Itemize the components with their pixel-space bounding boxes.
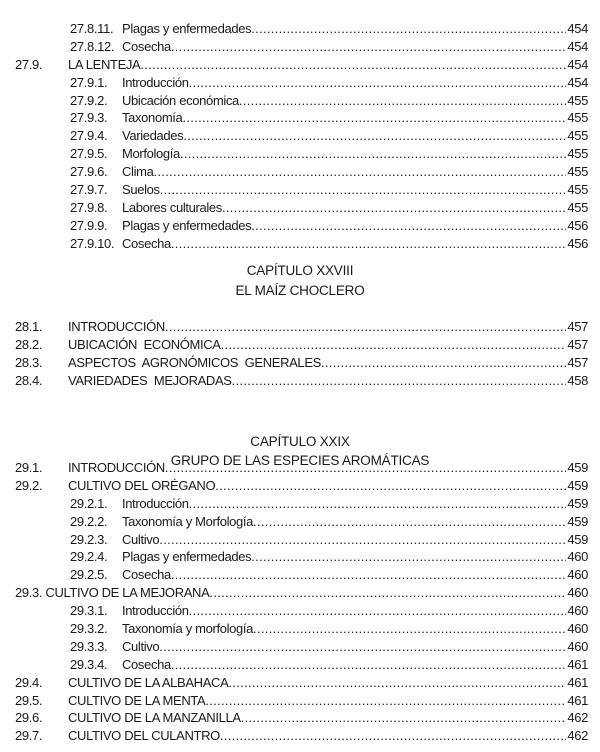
entry-title: Taxonomía [122, 110, 183, 126]
toc-entry [0, 372, 600, 390]
entry-title: Cosecha [122, 235, 171, 251]
entry-number: 27.9.10. [70, 235, 115, 251]
entry-page: 455 [567, 164, 588, 180]
toc-entry [0, 531, 600, 549]
toc-entry [0, 354, 600, 372]
toc-entry [0, 709, 600, 727]
entry-title: Introducción [122, 74, 189, 90]
dot-leader [189, 495, 567, 513]
entry-page: 460 [567, 549, 588, 565]
toc-entry [0, 692, 600, 710]
entry-page: 460 [567, 603, 588, 619]
entry-number: 29.4. [15, 674, 43, 690]
dot-leader [209, 584, 566, 602]
entry-title: Suelos [122, 182, 160, 198]
entry-title: Plagas y enfermedades [122, 549, 252, 565]
dot-leader [220, 727, 566, 745]
entry-title: CULTIVO DEL CULANTRO [68, 728, 220, 744]
dot-leader [165, 459, 566, 477]
entry-page: 462 [567, 728, 588, 744]
entry-title: Clima [122, 164, 154, 180]
dot-leader [241, 709, 567, 727]
dot-leader [232, 372, 567, 390]
entry-number: 29.3.1. [70, 603, 108, 619]
entry-page: 459 [567, 460, 588, 475]
entry-page: 461 [567, 674, 588, 690]
entry-title: ASPECTOS AGRONÓMICOS GENERALES [68, 354, 321, 370]
entry-page: 457 [567, 354, 588, 370]
chapter-29-label: CAPÍTULO XXIX [250, 434, 350, 449]
dot-leader [239, 92, 566, 110]
dot-leader [153, 163, 566, 181]
chapter-28-label: CAPÍTULO XXVIII [246, 263, 354, 278]
entry-title: INTRODUCCIÓN [68, 319, 165, 334]
dot-leader [205, 692, 566, 710]
entry-number: 29.2.1. [70, 495, 108, 511]
entry-number: 29.7. [15, 728, 43, 744]
entry-title: INTRODUCCIÓN [68, 460, 165, 475]
entry-number: 29.3.4. [70, 656, 108, 672]
entry-number: 27.9.6. [70, 164, 108, 180]
entry-title: 29.3. CULTIVO DE LA MEJORANA [15, 585, 210, 601]
entry-page: 457 [567, 336, 588, 352]
entry-title: Taxonomía y Morfología [122, 513, 254, 529]
entry-page: 455 [567, 182, 588, 198]
entry-page: 459 [567, 531, 588, 547]
entry-title: Introducción [122, 495, 189, 511]
dot-leader [251, 548, 566, 566]
toc-entry [0, 584, 600, 602]
entry-page: 461 [567, 656, 588, 672]
toc-entry [0, 548, 600, 566]
dot-leader [160, 181, 567, 199]
entry-page: 454 [567, 56, 588, 72]
dot-leader [189, 602, 567, 620]
dot-leader [159, 531, 566, 549]
entry-page: 454 [567, 74, 588, 90]
dot-leader [165, 318, 566, 336]
entry-number: 27.9.5. [70, 146, 108, 162]
entry-number: 29.3.2. [70, 621, 108, 637]
entry-number: 27.8.12. [70, 38, 115, 54]
toc-entry [0, 477, 600, 495]
toc-entry [0, 163, 600, 181]
entry-number: 27.9.1. [70, 74, 108, 90]
entry-title: Plagas y enfermedades [122, 21, 252, 36]
toc-entry [0, 127, 600, 145]
entry-page: 460 [567, 585, 588, 601]
dot-leader [171, 566, 567, 584]
entry-number: 27.9.4. [70, 128, 108, 144]
toc-section-27 [0, 20, 600, 253]
entry-page: 456 [567, 235, 588, 251]
entry-title: Cosecha [122, 38, 171, 54]
entry-page: 457 [567, 319, 588, 334]
chapter-29-title: GRUPO DE LAS ESPECIES AROMÁTICAS [170, 453, 430, 468]
entry-page: 458 [567, 372, 588, 388]
toc-entry [0, 92, 600, 110]
dot-leader [171, 656, 567, 674]
toc-entry [0, 109, 600, 127]
entry-title: CULTIVO DEL ORÉGANO [68, 477, 216, 493]
toc-entry [0, 235, 600, 253]
chapter-28-title: EL MAÍZ CHOCLERO [235, 283, 365, 298]
dot-leader [253, 620, 566, 638]
entry-title: LA LENTEJA [68, 56, 141, 72]
entry-page: 455 [567, 146, 588, 162]
entry-number: 27.9.2. [70, 92, 108, 108]
toc-entry [0, 513, 600, 531]
toc-entry [0, 602, 600, 620]
dot-leader [251, 20, 566, 38]
entry-title: Ubicación económica [122, 92, 239, 108]
entry-number: 29.2. [15, 477, 43, 493]
entry-page: 459 [567, 495, 588, 511]
toc-entry [0, 674, 600, 692]
entry-title: Taxonomía y morfología [122, 621, 254, 637]
toc-entry [0, 495, 600, 513]
toc-entry [0, 199, 600, 217]
entry-number: 27.9.8. [70, 199, 108, 215]
toc-entry [0, 638, 600, 656]
dot-leader [221, 336, 567, 354]
entry-number: 27.9.3. [70, 110, 108, 126]
entry-title: Introducción [122, 603, 189, 619]
entry-title: Cultivo [122, 531, 160, 547]
toc-entry [0, 74, 600, 92]
toc-section-29 [0, 459, 600, 745]
dot-leader [183, 127, 566, 145]
entry-page: 461 [567, 692, 588, 708]
entry-number: 27.9.7. [70, 182, 108, 198]
dot-leader [253, 513, 566, 531]
entry-page: 459 [567, 477, 588, 493]
toc-entry [0, 38, 600, 56]
toc-entry [0, 181, 600, 199]
toc-entry [0, 620, 600, 638]
toc-entry [0, 656, 600, 674]
entry-number: 29.2.5. [70, 567, 108, 583]
entry-number: 29.6. [15, 710, 43, 726]
entry-page: 454 [567, 21, 588, 36]
toc-entry [0, 217, 600, 235]
entry-title: Variedades [122, 128, 184, 144]
dot-leader [140, 56, 566, 74]
toc-entry [0, 566, 600, 584]
entry-page: 455 [567, 110, 588, 126]
entry-number: 27.8.11. [70, 21, 114, 36]
dot-leader [215, 477, 566, 495]
entry-number: 28.1. [15, 319, 43, 334]
entry-page: 459 [567, 513, 588, 529]
entry-title: UBICACIÓN ECONÓMICA [68, 336, 221, 352]
dot-leader [171, 38, 567, 56]
entry-page: 462 [567, 710, 588, 726]
dot-leader [228, 674, 566, 692]
entry-title: Morfología [122, 146, 180, 162]
entry-title: Plagas y enfermedades [122, 217, 252, 233]
entry-number: 29.5. [15, 692, 43, 708]
entry-title: VARIEDADES MEJORADAS [68, 372, 232, 388]
entry-page: 455 [567, 92, 588, 108]
toc-entry [0, 20, 600, 38]
entry-number: 28.4. [15, 372, 43, 388]
dot-leader [180, 145, 566, 163]
entry-page: 460 [567, 621, 588, 637]
entry-number: 29.2.2. [70, 513, 108, 529]
dot-leader [321, 354, 566, 372]
entry-title: CULTIVO DE LA ALBAHACA [68, 674, 229, 690]
entry-number: 28.3. [15, 354, 43, 370]
entry-number: 29.2.4. [70, 549, 108, 565]
entry-number: 29.3.3. [70, 638, 108, 654]
entry-page: 460 [567, 567, 588, 583]
dot-leader [171, 235, 567, 253]
entry-page: 455 [567, 128, 588, 144]
entry-title: Cultivo [122, 638, 160, 654]
entry-title: CULTIVO DE LA MENTA [68, 692, 206, 708]
toc-entry [0, 336, 600, 354]
entry-number: 29.2.3. [70, 531, 108, 547]
dot-leader [189, 74, 567, 92]
entry-number: 28.2. [15, 336, 43, 352]
entry-title: Cosecha [122, 567, 171, 583]
entry-page: 456 [567, 217, 588, 233]
dot-leader [182, 109, 566, 127]
entry-title: CULTIVO DE LA MANZANILLA [68, 710, 241, 726]
dot-leader [251, 217, 566, 235]
entry-number: 27.9. [15, 56, 43, 72]
toc-entry [0, 318, 600, 336]
toc-entry [0, 727, 600, 745]
entry-page: 455 [567, 199, 588, 215]
entry-number: 27.9.9. [70, 217, 108, 233]
entry-title: Cosecha [122, 656, 171, 672]
toc-entry [0, 459, 600, 477]
toc-section-28 [0, 318, 600, 390]
entry-page: 460 [567, 638, 588, 654]
entry-title: Labores culturales [122, 199, 222, 215]
entry-page: 454 [567, 38, 588, 54]
dot-leader [159, 638, 566, 656]
entry-number: 29.1. [15, 460, 43, 475]
toc-entry [0, 145, 600, 163]
dot-leader [222, 199, 566, 217]
toc-entry [0, 56, 600, 74]
